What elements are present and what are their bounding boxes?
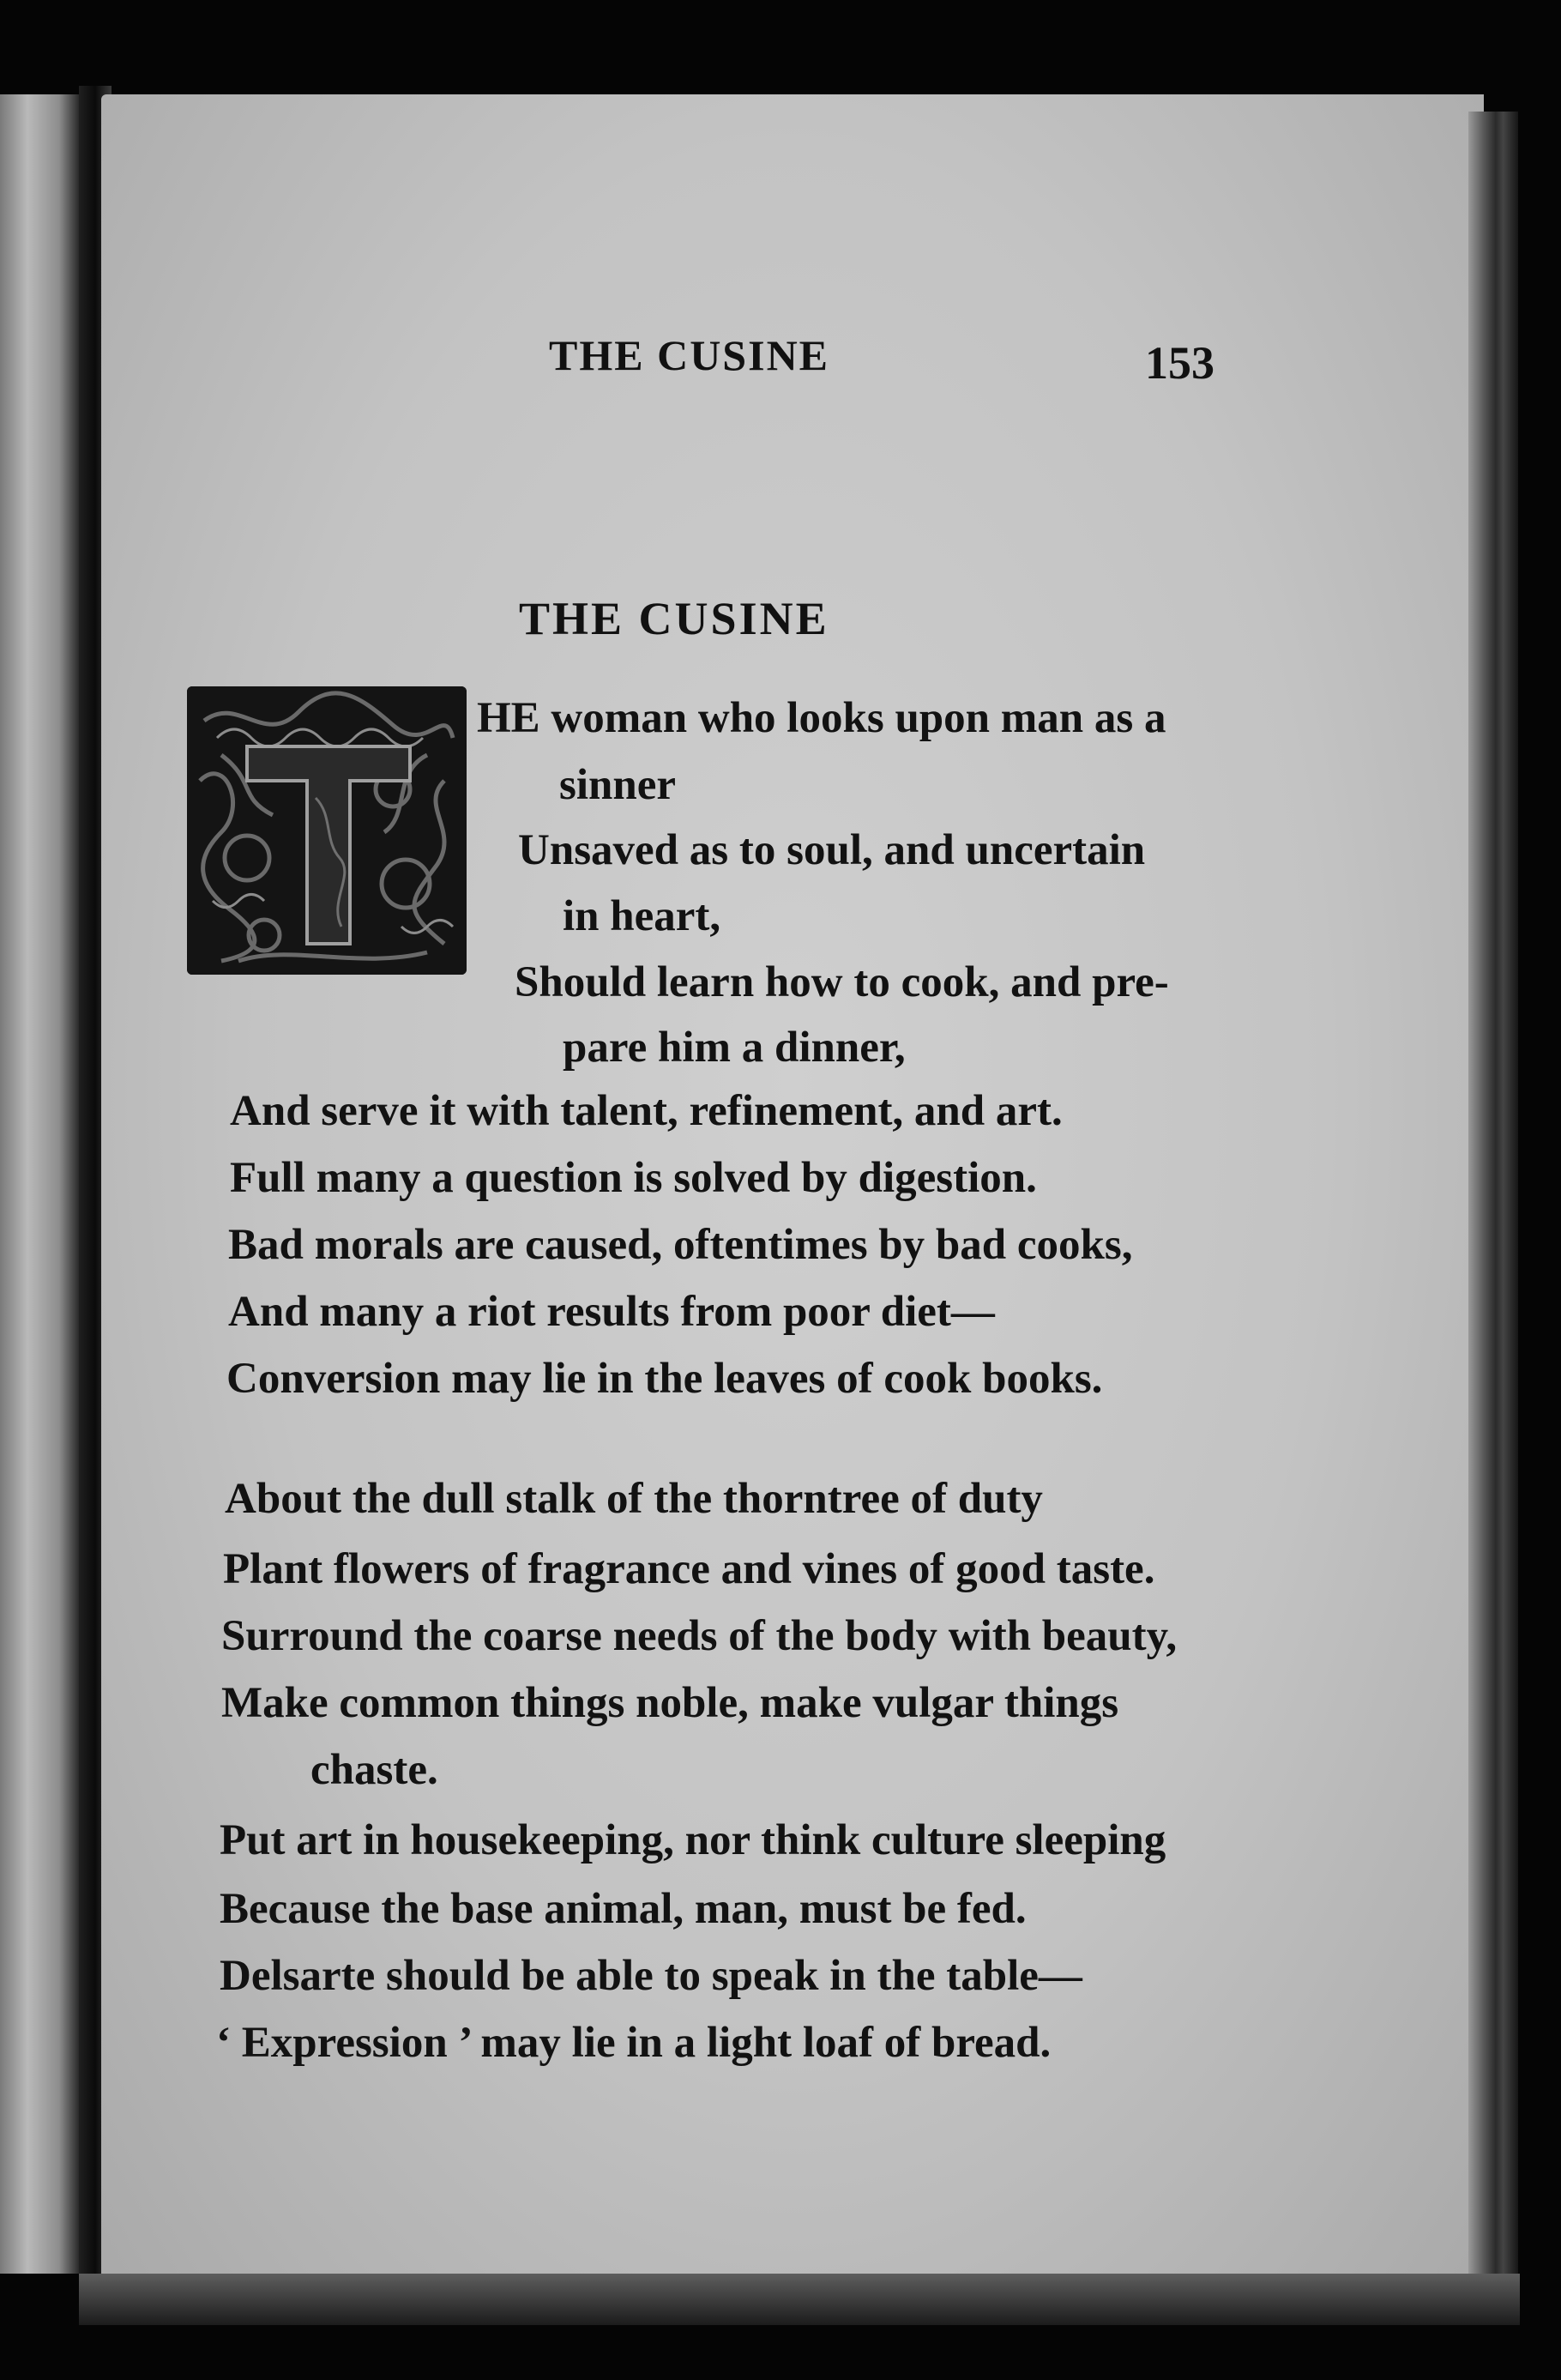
- running-title: THE CUSINE: [549, 331, 830, 379]
- poem-line: chaste.: [310, 1746, 438, 1794]
- poem-line: Conversion may lie in the leaves of cook books.: [226, 1355, 1103, 1403]
- poem-title: THE CUSINE: [519, 593, 829, 644]
- poem-line: Because the base animal, man, must be fed.: [220, 1885, 1027, 1933]
- ornamental-drop-cap-t: [187, 686, 467, 975]
- page-number: 153: [1145, 337, 1214, 389]
- poem-line: in heart,: [563, 892, 721, 940]
- bottom-shadow: [79, 2274, 1520, 2325]
- poem-line: Surround the coarse needs of the body with beauty,: [221, 1612, 1178, 1660]
- poem-line: Bad morals are caused, oftentimes by bad cooks,: [228, 1221, 1133, 1269]
- left-page-edge: [0, 94, 79, 2274]
- poem-line: HE woman who looks upon man as a: [477, 694, 1166, 742]
- poem-line: And serve it with talent, refinement, and art.: [230, 1087, 1063, 1135]
- poem-line: Delsarte should be able to speak in the table—: [220, 1952, 1082, 2000]
- poem-line: And many a riot results from poor diet—: [228, 1288, 995, 1336]
- poem-line: Make common things noble, make vulgar things: [221, 1679, 1119, 1727]
- poem-line: ‘ Expression ’ may lie in a light loaf of bread.: [216, 2019, 1052, 2067]
- right-page-edges: [1468, 112, 1518, 2291]
- poem-line: Should learn how to cook, and pre-: [515, 958, 1169, 1006]
- poem-line: sinner: [559, 761, 677, 809]
- poem-line: Plant flowers of fragrance and vines of good taste.: [223, 1545, 1155, 1593]
- poem-line: Full many a question is solved by digestion.: [230, 1154, 1037, 1202]
- poem-line: About the dull stalk of the thorntree of duty: [225, 1475, 1043, 1523]
- poem-line: Unsaved as to soul, and uncertain: [518, 826, 1146, 874]
- poem-line: Put art in housekeeping, nor think culture sleeping: [220, 1816, 1166, 1864]
- poem-line: pare him a dinner,: [563, 1024, 906, 1072]
